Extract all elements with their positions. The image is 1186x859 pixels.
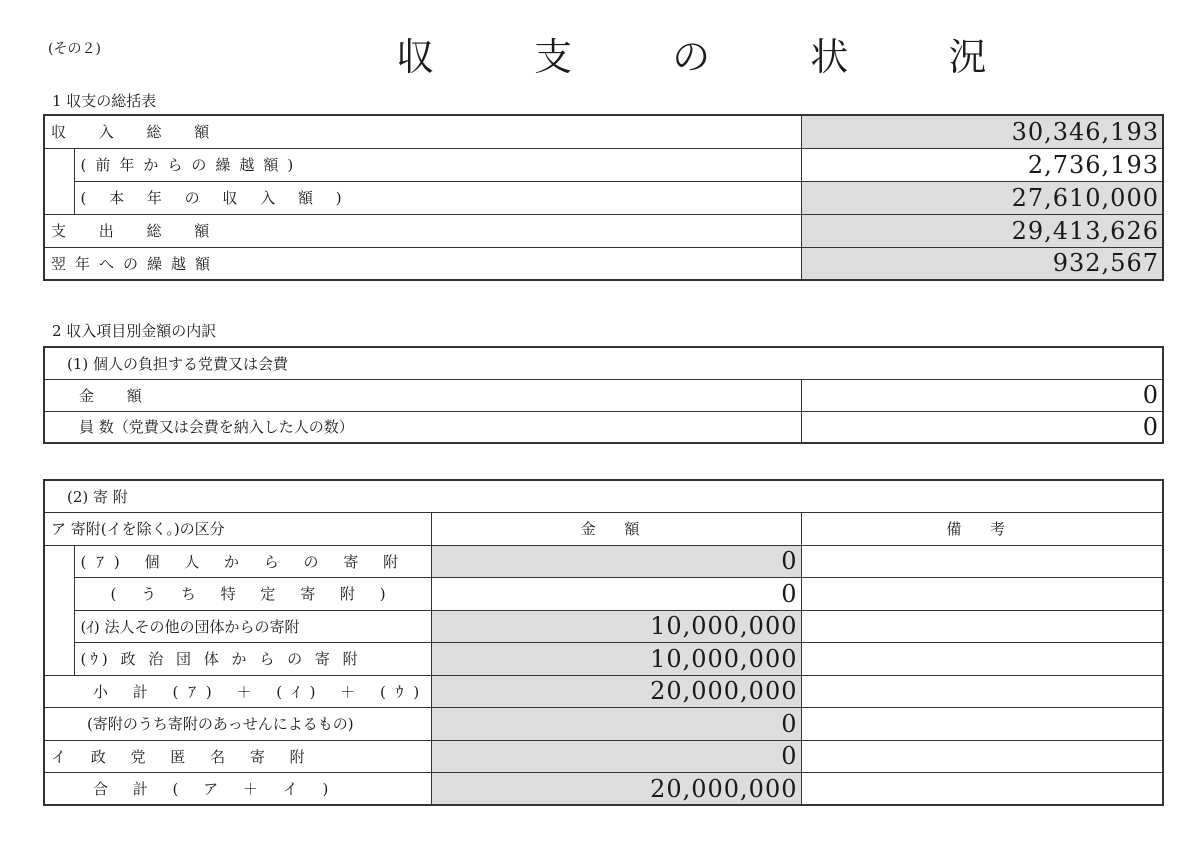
summary-table — [43, 114, 1164, 281]
table-row — [44, 379, 1163, 411]
summary-label-current-income: ( 本 年 の 収 入 額 ) — [74, 181, 801, 214]
table-row — [44, 610, 1163, 643]
dues-amount-value: 0 — [801, 379, 1163, 411]
section-1-heading: 1 収支の総括表 — [52, 92, 157, 110]
donations-col-amount: 金 額 — [431, 513, 801, 546]
table-row — [44, 214, 1163, 247]
donation-label-corporate: (ｲ) 法人その他の団体からの寄附 — [74, 610, 431, 643]
dues-table — [43, 346, 1164, 444]
donation-remarks-corporate — [801, 610, 1163, 643]
summary-label-carryover-next: 翌年への繰越額 — [44, 247, 801, 280]
summary-value-total-expense: 29,413,626 — [801, 214, 1163, 247]
indent-cell — [44, 578, 74, 611]
table-row — [44, 675, 1163, 708]
indent-cell — [44, 181, 74, 214]
donation-value-total: 20,000,000 — [431, 773, 801, 806]
donation-remarks-individual — [801, 545, 1163, 578]
table-row — [44, 545, 1163, 578]
indent-cell — [44, 148, 74, 181]
donation-label-mediated: (寄附のうち寄附のあっせんによるもの) — [44, 708, 431, 741]
summary-label-carryover-prev: (前年からの繰越額) — [74, 148, 801, 181]
donation-remarks-mediated — [801, 708, 1163, 741]
table-row — [44, 740, 1163, 773]
table-row — [44, 181, 1163, 214]
summary-label-total-income: 収 入 総 額 — [44, 115, 801, 148]
dues-members-value: 0 — [801, 411, 1163, 443]
table-row — [44, 247, 1163, 280]
table-row — [44, 347, 1163, 379]
part-number: (その２) — [48, 41, 101, 57]
donation-label-political: (ｳ) 政 治 団 体 か ら の 寄 附 — [74, 643, 431, 676]
donation-remarks-subtotal — [801, 675, 1163, 708]
donation-value-individual: 0 — [431, 545, 801, 578]
table-row — [44, 708, 1163, 741]
donation-remarks-political — [801, 643, 1163, 676]
table-row — [44, 148, 1163, 181]
summary-value-current-income: 27,610,000 — [801, 181, 1163, 214]
donation-value-corporate: 10,000,000 — [431, 610, 801, 643]
section-2-heading: 2 収入項目別金額の内訳 — [52, 322, 217, 340]
donation-label-specific: ( う ち 特 定 寄 附 ) — [74, 578, 431, 611]
table-row — [44, 513, 1163, 546]
donations-table — [43, 479, 1164, 806]
summary-value-carryover-prev: 2,736,193 — [801, 148, 1163, 181]
dues-title: (1) 個人の負担する党費又は会費 — [44, 347, 1163, 379]
summary-value-carryover-next: 932,567 — [801, 247, 1163, 280]
dues-members-label: 員 数（党費又は会費を納入した人の数） — [44, 411, 801, 443]
donation-value-political: 10,000,000 — [431, 643, 801, 676]
table-row — [44, 115, 1163, 148]
donation-value-specific: 0 — [431, 578, 801, 611]
indent-cell — [44, 610, 74, 643]
donation-remarks-anonymous — [801, 740, 1163, 773]
donations-col-category: ア 寄附(イを除く。)の区分 — [44, 513, 431, 546]
donation-value-mediated: 0 — [431, 708, 801, 741]
donation-label-subtotal: 小 計 (ｱ) ＋ (ｲ) ＋ (ｳ) — [44, 675, 431, 708]
indent-cell — [44, 643, 74, 676]
table-row — [44, 643, 1163, 676]
table-row — [44, 480, 1163, 513]
page-title: 収 支 の 状 況 — [396, 35, 1031, 79]
table-row — [44, 578, 1163, 611]
donation-remarks-specific — [801, 578, 1163, 611]
summary-value-total-income: 30,346,193 — [801, 115, 1163, 148]
donation-remarks-total — [801, 773, 1163, 806]
summary-label-total-expense: 支 出 総 額 — [44, 214, 801, 247]
donation-value-anonymous: 0 — [431, 740, 801, 773]
table-row — [44, 411, 1163, 443]
donations-col-remarks: 備 考 — [801, 513, 1163, 546]
donation-value-subtotal: 20,000,000 — [431, 675, 801, 708]
donations-title: (2) 寄 附 — [44, 480, 1163, 513]
indent-cell — [44, 545, 74, 578]
donation-label-anonymous: イ 政 党 匿 名 寄 附 — [44, 740, 431, 773]
donation-label-total: 合 計 ( ア ＋ イ ) — [44, 773, 431, 806]
donation-label-individual: (ｱ) 個 人 か ら の 寄 附 — [74, 545, 431, 578]
table-row — [44, 773, 1163, 806]
dues-amount-label: 金 額 — [44, 379, 801, 411]
